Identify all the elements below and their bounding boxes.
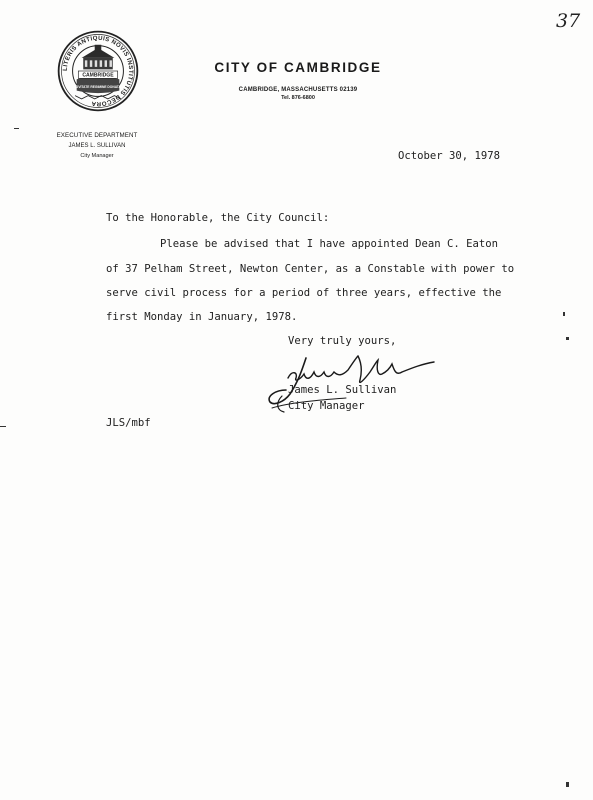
seal-city-name: CAMBRIDGE — [82, 72, 114, 79]
department-name: EXECUTIVE DEPARTMENT — [56, 132, 138, 139]
margin-mark — [0, 426, 6, 427]
margin-mark — [563, 312, 565, 316]
signer-title: City Manager — [288, 400, 365, 412]
seal-motto: LITERIS ANTIQUIS NOVIS INSTITUTIS DECORA — [62, 35, 134, 107]
letter-body-line: Please be advised that I have appointed Dean C. Eaton — [160, 238, 499, 250]
department-role: City Manager — [80, 153, 114, 159]
letterhead — [160, 60, 436, 102]
letter-body-line: first Monday in January, 1978. — [106, 311, 298, 323]
handwritten-page-number: 37 — [556, 10, 581, 32]
letter-salutation: To the Honorable, the City Council: — [106, 212, 330, 224]
margin-mark — [14, 128, 19, 129]
signer-name: James L. Sullivan — [288, 384, 397, 396]
typist-initials: JLS/mbf — [106, 417, 151, 429]
letterhead-address: CAMBRIDGE, MASSACHUSETTS 02139 — [238, 87, 358, 93]
letterhead-title: CITY OF CAMBRIDGE — [214, 60, 382, 75]
letter-body-line: serve civil process for a period of three years, effective the — [106, 287, 502, 299]
margin-mark — [566, 782, 569, 787]
department-person: JAMES L. SULLIVAN — [68, 143, 126, 149]
seal-lower-text: CIVITATE REGIMINE DONATA — [75, 85, 121, 90]
city-seal-icon — [57, 30, 139, 112]
letter-date: October 30, 1978 — [398, 150, 501, 162]
letter-closing: Very truly yours, — [288, 335, 397, 347]
department-block — [42, 131, 152, 161]
margin-mark — [566, 337, 569, 340]
letterhead-telephone: Tel. 876-6800 — [281, 95, 315, 101]
letter-body-line: of 37 Pelham Street, Newton Center, as a Constable with power to — [106, 263, 515, 275]
